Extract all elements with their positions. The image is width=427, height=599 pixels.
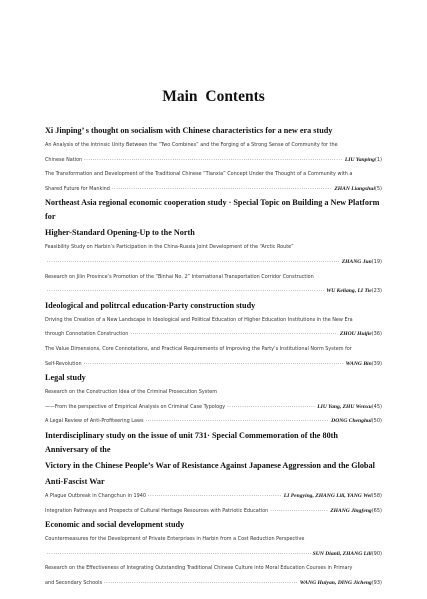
entry-final-line (45, 255, 382, 270)
entry-page-number: (5) (374, 185, 382, 192)
section-title: Ideological and politrcal education·Party construction study (45, 300, 256, 310)
entry-authors: LIU Yanping (344, 156, 375, 163)
entry-authors: ZHAN Liangshui (334, 185, 375, 192)
section (45, 124, 382, 196)
entry-final-line (45, 504, 382, 519)
entry-page-number: (58) (371, 492, 382, 499)
entry-authors: ZHANG Jun (341, 258, 372, 265)
entry-title-line: Research on Jilin Province’s Promotion of the “Binhai No. 2” International Transportation Corridor Construction (45, 273, 314, 280)
entry-title-line: The Transformation and Development of the Traditional Chinese “Tianxia” Concept Under the Thought of a Community with a (45, 171, 353, 178)
contents-entry[interactable] (45, 504, 382, 519)
contents-entry[interactable] (45, 167, 382, 196)
entry-title-line: Shared Future for Mankind (45, 185, 110, 192)
entry-title-line: Research on the Construction Idea of the Criminal Prosecution System (45, 389, 218, 396)
dot-leader (227, 400, 315, 415)
dot-leader (148, 489, 282, 504)
entry-title-line: A Legal Review of Anti-Profiteering Laws (45, 418, 144, 425)
section-title: Northeast Asia regional economic cooperation study · Special Topic on Building a New Platform for (45, 198, 380, 222)
contents-entry[interactable] (45, 240, 382, 269)
entry-title-line: Countermeasures for the Development of Private Enterprises in Harbin from a Cost Reduction Perspective (45, 536, 305, 543)
section (45, 299, 382, 371)
section (45, 518, 382, 590)
entry-title-line: Chinese Nation (45, 156, 83, 163)
section-title: Interdisciplinary study on the issue of unit 731· Special Commemoration of the 80th Anniversary of the (45, 430, 338, 454)
contents-list (45, 124, 382, 590)
contents-entry[interactable] (45, 561, 382, 590)
entry-title-line: An Analysis of the Intrinsic Unity Between the “Two Combines” and the Forging of a Strong Sense of Community for the (45, 142, 338, 148)
entry-authors: ZHOU Huijie (339, 331, 372, 338)
entry-page-number: (23) (371, 288, 382, 295)
entry-final-line (45, 153, 382, 168)
section-title: Anti-Fascist War (45, 476, 105, 486)
section-title: Economic and social development study (45, 520, 185, 530)
entry-page-number: (93) (371, 579, 382, 586)
contents-entry[interactable] (45, 532, 382, 561)
entry-title-line: Integration Pathways and Prospects of Cultural Heritage Resources with Patriotic Education (45, 507, 269, 514)
section-title: Victory in the Chinese People’s War of Resistance Against Japanese Aggression and the Global (45, 460, 375, 470)
section (45, 371, 382, 429)
dot-leader (130, 327, 338, 342)
section-title: Legal study (45, 373, 86, 383)
entry-authors: WU Keliang, LI Tie (326, 288, 372, 295)
entry-final-line (45, 182, 382, 197)
entry-page-number: (45) (371, 403, 382, 410)
contents-entry[interactable] (45, 342, 382, 371)
entry-authors: SUN Dianli, ZHANG Lili (312, 550, 372, 557)
contents-entry[interactable] (45, 385, 382, 414)
entry-final-line (45, 547, 382, 562)
contents-entry[interactable] (45, 313, 382, 342)
entry-final-line (45, 400, 382, 415)
entry-title-line: ——From the perspective of Empirical Analysis on Criminal Case Typology (45, 403, 226, 410)
entry-title-line: Feasibility Study on Harbin’s Participation in the China-Russia Joint Development of the “Arctic Route” (45, 244, 294, 251)
section-title: Xi Jinping’ s thought on socialism with Chinese characteristics for a new era study (45, 126, 333, 135)
entry-page-number: (90) (371, 550, 382, 557)
entry-final-line (45, 327, 382, 342)
entry-authors: WANG Bin (345, 360, 372, 367)
entry-title-line: Driving the Creation of a New Landscape in Ideological and Political Education of Higher Education Institutions in the New Era (45, 316, 353, 323)
dot-leader (84, 153, 343, 168)
dot-leader (47, 255, 340, 270)
entry-final-line (45, 414, 382, 429)
entry-authors: LIU Yang, ZHU Wenxu (317, 403, 372, 410)
entry-page-number: (50) (371, 418, 382, 425)
entry-title-line: The Value Dimensions, Core Connotations, and Practical Requirements of Improving the Party’s Institutional Norm System for (45, 345, 352, 352)
entry-page-number: (19) (371, 258, 382, 265)
entry-final-line (45, 489, 382, 504)
entry-authors: ZHANG Jingfeng (330, 507, 372, 514)
entry-page-number: (39) (371, 360, 382, 367)
entry-title-line: and Secondary Schools (45, 579, 102, 586)
entry-page-number: (65) (371, 507, 382, 514)
dot-leader (146, 414, 330, 429)
section-title: Higher-Standard Opening-Up to the North (45, 228, 195, 238)
entry-page-number: (36) (371, 331, 382, 338)
entry-authors: LI Pengying, ZHANG Lili, YANG Wei (283, 492, 372, 499)
entry-title-line: A Plague Outbreak in Changchun in 1940 (45, 492, 146, 499)
entry-authors: WANG Huiyan, DING Jicheng (299, 579, 372, 586)
entry-final-line (45, 284, 382, 299)
entry-final-line (45, 576, 382, 591)
dot-leader (47, 547, 311, 562)
page-title: Main Contents (162, 88, 265, 105)
entry-final-line (45, 357, 382, 372)
contents-entry[interactable] (45, 489, 382, 504)
dot-leader (104, 576, 298, 591)
dot-leader (47, 284, 324, 299)
entry-page-number: (1) (374, 156, 382, 163)
contents-entry[interactable] (45, 270, 382, 299)
contents-entry[interactable] (45, 138, 382, 167)
entry-title-line: Research on the Effectiveness of Integrating Outstanding Traditional Chinese Culture into Moral Education Courses in Primary (45, 565, 353, 572)
entry-title-line: through Connotation Construction (45, 331, 129, 338)
dot-leader (84, 357, 344, 372)
contents-entry[interactable] (45, 414, 382, 429)
dot-leader (270, 504, 328, 519)
section (45, 429, 382, 518)
entry-title-line: Self-Revolution (45, 360, 82, 367)
section (45, 196, 382, 298)
entry-authors: DONG Chenghui (331, 418, 372, 425)
dot-leader (112, 182, 332, 197)
